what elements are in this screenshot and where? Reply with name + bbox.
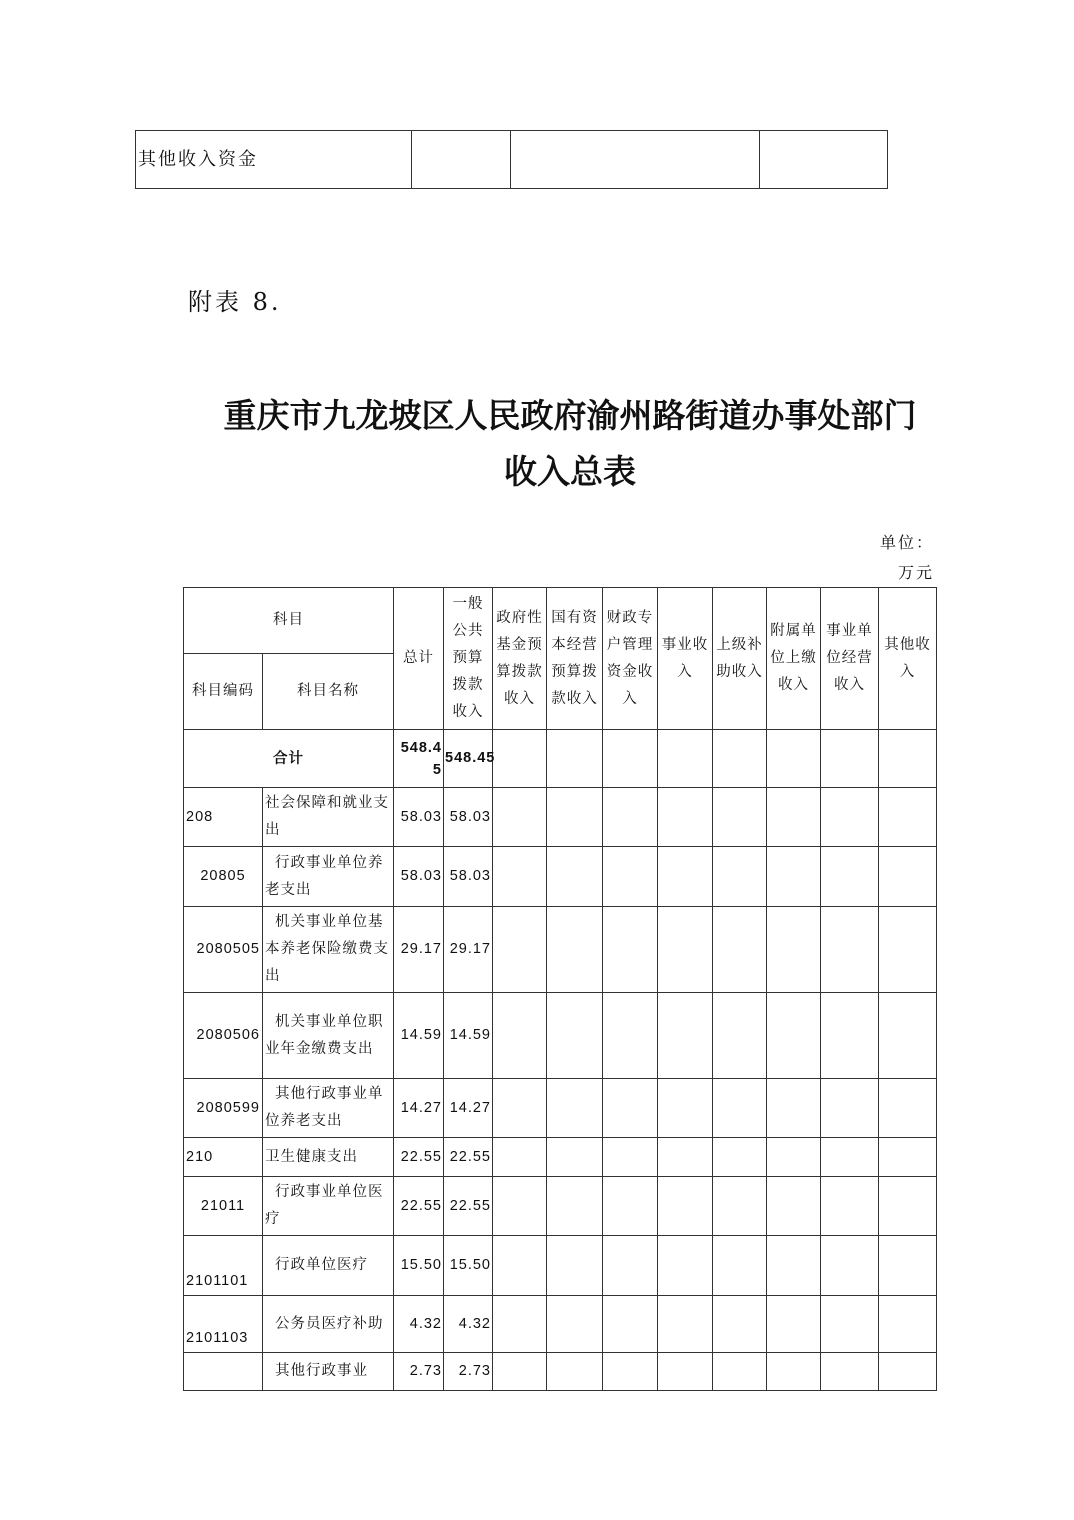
empty-cell — [767, 1079, 821, 1138]
empty-cell — [603, 788, 658, 847]
general-budget-value: 4.32 — [444, 1296, 493, 1353]
empty-cell — [658, 907, 713, 993]
empty-cell — [821, 907, 879, 993]
appendix-label: 附表 8. — [188, 288, 282, 316]
general-budget-value: 22.55 — [444, 1138, 493, 1177]
general-budget-value: 15.50 — [444, 1236, 493, 1296]
empty-cell — [493, 847, 547, 907]
empty-cell — [713, 993, 767, 1079]
total-value: 14.59 — [394, 993, 444, 1079]
empty-cell — [547, 788, 603, 847]
header-col: 附属单位上缴收入 — [767, 588, 821, 730]
empty-cell — [658, 788, 713, 847]
empty-cell — [547, 1138, 603, 1177]
general-budget-value: 58.03 — [444, 788, 493, 847]
empty-cell — [658, 1079, 713, 1138]
header-col: 政府性基金预算拨款收入 — [493, 588, 547, 730]
empty-cell — [713, 847, 767, 907]
subject-name: 机关事业单位基本养老保险缴费支出 — [263, 907, 394, 993]
empty-cell — [821, 1353, 879, 1391]
empty-cell — [879, 993, 937, 1079]
empty-cell — [879, 1138, 937, 1177]
subject-code: 208 — [184, 788, 263, 847]
empty-cell — [713, 1079, 767, 1138]
empty-cell — [603, 1296, 658, 1353]
empty-cell — [879, 1296, 937, 1353]
empty-cell — [547, 993, 603, 1079]
empty-cell — [493, 788, 547, 847]
empty-cell — [821, 1177, 879, 1236]
empty-cell — [713, 1177, 767, 1236]
subject-name: 其他行政事业单位养老支出 — [263, 1079, 394, 1138]
subject-code: 2101101 — [184, 1236, 263, 1296]
table-row — [184, 1353, 937, 1391]
header-total: 总计 — [394, 588, 444, 730]
unit-note: 单位： 万元 — [880, 533, 935, 582]
empty-cell — [713, 788, 767, 847]
total-value: 29.17 — [394, 907, 444, 993]
income-summary-table — [183, 587, 937, 1391]
sum-label: 合计 — [184, 730, 394, 788]
general-budget-value: 14.59 — [444, 993, 493, 1079]
subject-name: 行政单位医疗 — [263, 1236, 394, 1296]
header-col: 上级补助收入 — [713, 588, 767, 730]
empty-cell — [879, 847, 937, 907]
sum-general: 548.45 — [444, 730, 493, 788]
table-row — [184, 1236, 937, 1296]
empty-cell — [493, 1353, 547, 1391]
general-budget-value: 29.17 — [444, 907, 493, 993]
total-value: 58.03 — [394, 847, 444, 907]
other-income-label: 其他收入资金 — [136, 131, 412, 189]
subject-name: 机关事业单位职业年金缴费支出 — [263, 993, 394, 1079]
empty-cell — [603, 1353, 658, 1391]
subject-code: 2080506 — [184, 993, 263, 1079]
subject-code: 21011 — [184, 1177, 263, 1236]
general-budget-value: 2.73 — [444, 1353, 493, 1391]
empty-cell — [767, 788, 821, 847]
table-row — [184, 907, 937, 993]
subject-name: 卫生健康支出 — [263, 1138, 394, 1177]
total-value: 14.27 — [394, 1079, 444, 1138]
total-value: 15.50 — [394, 1236, 444, 1296]
empty-cell — [821, 1296, 879, 1353]
total-value: 22.55 — [394, 1177, 444, 1236]
header-col: 一般公共预算拨款收入 — [444, 588, 493, 730]
empty-cell — [603, 1177, 658, 1236]
empty-cell — [493, 1177, 547, 1236]
empty-cell — [821, 1236, 879, 1296]
subject-name: 其他行政事业 — [263, 1353, 394, 1391]
empty-cell — [603, 993, 658, 1079]
empty-cell — [603, 1236, 658, 1296]
empty-cell — [879, 1079, 937, 1138]
subject-code: 2101103 — [184, 1296, 263, 1353]
empty-cell — [493, 1296, 547, 1353]
table-row — [184, 1079, 937, 1138]
table-row — [184, 993, 937, 1079]
empty-cell — [767, 1236, 821, 1296]
general-budget-value: 22.55 — [444, 1177, 493, 1236]
empty-cell — [713, 1138, 767, 1177]
empty-cell — [767, 1138, 821, 1177]
empty-cell — [547, 1296, 603, 1353]
empty-cell — [603, 1079, 658, 1138]
empty-cell — [713, 1353, 767, 1391]
empty-cell — [493, 993, 547, 1079]
table-row — [184, 1177, 937, 1236]
total-value: 2.73 — [394, 1353, 444, 1391]
empty-cell — [658, 847, 713, 907]
empty-cell — [767, 993, 821, 1079]
empty-cell — [493, 1138, 547, 1177]
empty-cell — [879, 1353, 937, 1391]
empty-cell — [821, 1138, 879, 1177]
table-row — [184, 847, 937, 907]
empty-cell — [547, 1353, 603, 1391]
total-value: 22.55 — [394, 1138, 444, 1177]
header-col: 事业单位经营收入 — [821, 588, 879, 730]
empty-cell — [879, 1236, 937, 1296]
table-row — [136, 131, 888, 189]
header-col: 财政专户管理资金收入 — [603, 588, 658, 730]
subject-name: 公务员医疗补助 — [263, 1296, 394, 1353]
empty-cell — [879, 1177, 937, 1236]
empty-cell — [767, 1177, 821, 1236]
empty-cell — [547, 1177, 603, 1236]
empty-cell — [493, 907, 547, 993]
general-budget-value: 58.03 — [444, 847, 493, 907]
empty-cell — [767, 1296, 821, 1353]
subject-code: 20805 — [184, 847, 263, 907]
header-subject: 科目 — [184, 588, 394, 654]
header-name: 科目名称 — [263, 654, 394, 730]
empty-cell — [547, 907, 603, 993]
empty-cell — [821, 993, 879, 1079]
sum-total: 548.45 — [394, 730, 444, 788]
total-value: 58.03 — [394, 788, 444, 847]
subject-code: 210 — [184, 1138, 263, 1177]
empty-cell — [603, 907, 658, 993]
empty-cell — [879, 907, 937, 993]
empty-cell — [713, 1296, 767, 1353]
empty-cell — [821, 1079, 879, 1138]
subject-name: 社会保障和就业支出 — [263, 788, 394, 847]
table-row — [184, 1138, 937, 1177]
subject-code: 2080505 — [184, 907, 263, 993]
empty-cell — [713, 907, 767, 993]
empty-cell — [821, 847, 879, 907]
empty-cell — [767, 847, 821, 907]
empty-cell — [821, 788, 879, 847]
empty-cell — [658, 1353, 713, 1391]
subject-code — [184, 1353, 263, 1391]
header-col: 事业收入 — [658, 588, 713, 730]
empty-cell — [493, 1079, 547, 1138]
header-code: 科目编码 — [184, 654, 263, 730]
empty-cell — [547, 1079, 603, 1138]
subject-name: 行政事业单位医疗 — [263, 1177, 394, 1236]
subject-code: 2080599 — [184, 1079, 263, 1138]
sum-row — [184, 730, 937, 788]
empty-cell — [547, 847, 603, 907]
table-row — [184, 1296, 937, 1353]
empty-cell — [493, 1236, 547, 1296]
empty-cell — [713, 1236, 767, 1296]
general-budget-value: 14.27 — [444, 1079, 493, 1138]
empty-cell — [603, 1138, 658, 1177]
empty-cell — [879, 788, 937, 847]
previous-table-fragment — [135, 130, 888, 189]
header-col: 国有资本经营预算拨款收入 — [547, 588, 603, 730]
empty-cell — [658, 993, 713, 1079]
header-col: 其他收入 — [879, 588, 937, 730]
empty-cell — [767, 1353, 821, 1391]
subject-name: 行政事业单位养老支出 — [263, 847, 394, 907]
empty-cell — [658, 1177, 713, 1236]
empty-cell — [658, 1236, 713, 1296]
empty-cell — [658, 1296, 713, 1353]
empty-cell — [547, 1236, 603, 1296]
header-row — [184, 588, 937, 654]
table-row — [184, 788, 937, 847]
empty-cell — [603, 847, 658, 907]
empty-cell — [767, 907, 821, 993]
total-value: 4.32 — [394, 1296, 444, 1353]
page-title: 重庆市九龙坡区人民政府渝州路街道办事处部门 收入总表 — [223, 396, 917, 491]
empty-cell — [658, 1138, 713, 1177]
